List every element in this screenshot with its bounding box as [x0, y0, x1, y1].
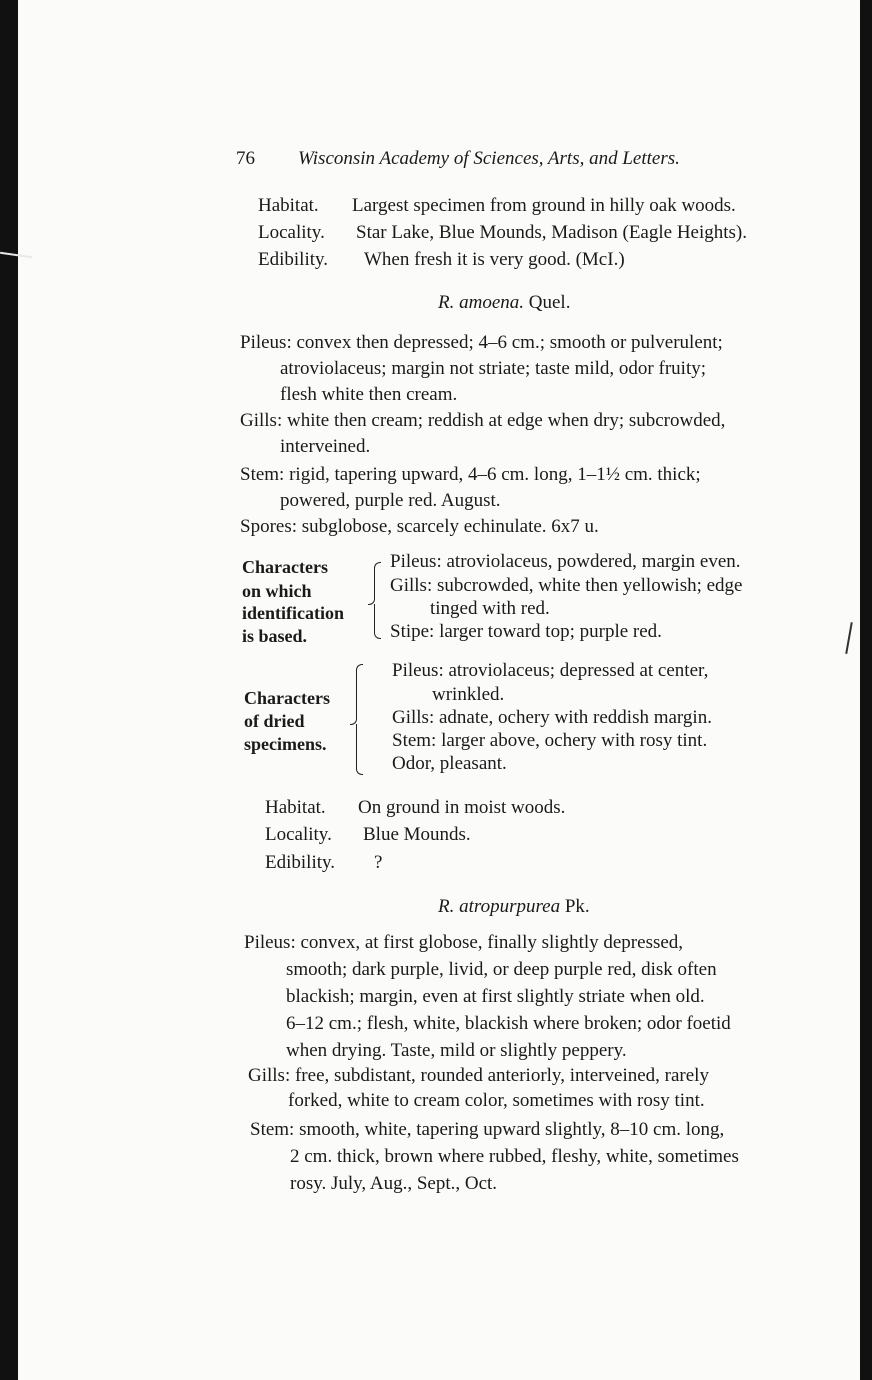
species-heading [438, 894, 590, 920]
brace-bottom [374, 604, 381, 639]
edibility-label: Edibility. [258, 249, 329, 270]
brace-top [356, 664, 363, 719]
description-line: Stem: smooth, white, tapering upward slightly, 8–10 cm. long, [250, 1119, 725, 1140]
description-line: atroviolaceus; margin not striate; taste mild, odor fruity; [280, 358, 706, 379]
dried-character-item: Stem: larger above, ochery with rosy tint. [392, 730, 708, 751]
brace-bottom [356, 724, 363, 775]
habitat-label: Habitat. [265, 797, 326, 818]
description-line: flesh white then cream. [280, 384, 458, 405]
description-line: Stem: rigid, tapering upward, 4–6 cm. long, 1–1½ cm. thick; [240, 464, 701, 485]
description-line: Pileus: convex, at first globose, finally slightly depressed, [244, 932, 684, 953]
dried-character-item: wrinkled. [432, 684, 505, 705]
description-line: Gills: free, subdistant, rounded anteriorly, interveined, rarely [248, 1065, 709, 1086]
edibility-label: Edibility. [265, 852, 336, 873]
id-character-item: Pileus: atroviolaceus, powdered, margin even. [390, 551, 741, 572]
description-line: forked, white to cream color, sometimes with rosy tint. [288, 1090, 705, 1111]
description-line: blackish; margin, even at first slightly striate when old. [286, 986, 705, 1007]
id-heading-line: identification [242, 603, 344, 623]
habitat-text: On ground in moist woods. [358, 797, 566, 818]
description-line: smooth; dark purple, livid, or deep purple red, disk often [286, 959, 717, 980]
description-line: Gills: white then cream; reddish at edge when dry; subcrowded, [240, 410, 726, 431]
dried-character-item: Odor, pleasant. [392, 753, 507, 774]
species-name: R. atropurpurea [438, 896, 561, 917]
locality-text: Star Lake, Blue Mounds, Madison (Eagle Heights). [356, 222, 748, 243]
description-line: when drying. Taste, mild or slightly peppery. [286, 1040, 627, 1061]
running-title: Wisconsin Academy of Sciences, Arts, and Letters. [298, 148, 680, 169]
species-author: Quel. [528, 292, 571, 313]
id-character-item: Stipe: larger toward top; purple red. [390, 621, 662, 642]
dried-character-item: Gills: adnate, ochery with reddish margin. [392, 707, 712, 728]
dried-heading-line: Characters [244, 688, 330, 708]
description-line: Spores: subglobose, scarcely echinulate. 6x7 u. [240, 516, 599, 537]
description-line: rosy. July, Aug., Sept., Oct. [290, 1173, 498, 1194]
description-line: 2 cm. thick, brown where rubbed, fleshy, white, sometimes [290, 1146, 739, 1167]
species-author: Pk. [564, 896, 590, 917]
description-line: Pileus: convex then depressed; 4–6 cm.; smooth or pulverulent; [240, 332, 723, 353]
id-heading-line: on which [242, 581, 312, 601]
scan-mark [845, 622, 852, 654]
species-name: R. amoena. [438, 292, 525, 313]
book-page [18, 0, 860, 1380]
edibility-text: When fresh it is very good. (McI.) [364, 249, 625, 270]
habitat-text: Largest specimen from ground in hilly oak woods. [352, 195, 736, 216]
description-line: 6–12 cm.; flesh, white, blackish where broken; odor foetid [286, 1013, 731, 1034]
locality-text: Blue Mounds. [363, 824, 471, 845]
edibility-text: ? [374, 852, 383, 873]
habitat-label: Habitat. [258, 195, 319, 216]
locality-label: Locality. [258, 222, 325, 243]
page-number: 76 [236, 148, 255, 169]
description-line: powered, purple red. August. [280, 490, 501, 511]
dried-heading-line: specimens. [244, 734, 327, 754]
id-heading-line: Characters [242, 557, 328, 577]
description-line: interveined. [280, 436, 371, 457]
id-character-item: tinged with red. [430, 598, 550, 619]
locality-label: Locality. [265, 824, 332, 845]
brace-top [374, 562, 381, 599]
id-character-item: Gills: subcrowded, white then yellowish; edge [390, 575, 743, 596]
dried-heading-line: of dried [244, 711, 305, 731]
id-heading-line: is based. [242, 626, 308, 646]
dried-character-item: Pileus: atroviolaceus; depressed at center, [392, 660, 709, 681]
species-heading [438, 290, 570, 316]
